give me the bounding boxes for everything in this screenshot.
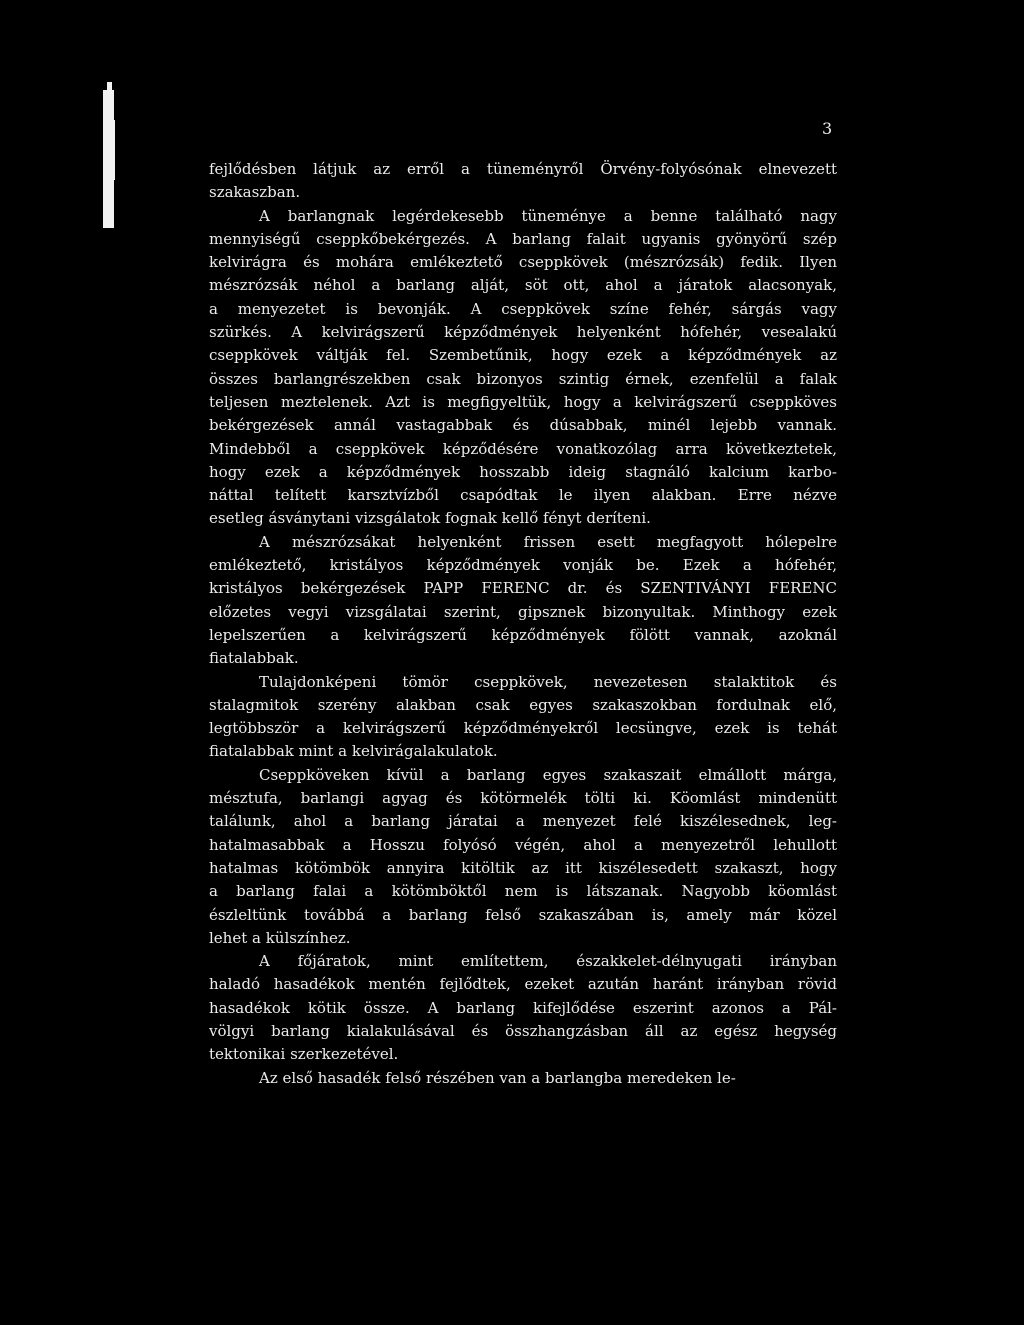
text-line: A mészrózsákat helyenként frissen esett megfagyott hólepelre <box>259 532 837 551</box>
text-line: legtöbbször a kelvirágszerű képződményekről lecsüngve, ezek is tehát <box>209 719 837 738</box>
text-line: szürkés. A kelvirágszerű képződmények helyenként hófehér, vesealakú <box>209 323 837 342</box>
text-line: a menyezetet is bevonják. A cseppkövek színe fehér, sárgás vagy <box>209 299 837 318</box>
text-line: szakaszban. <box>209 183 301 202</box>
text-line: a barlang falai a kötömböktől nem is látszanak. Nagyobb köomlást <box>209 882 837 901</box>
text-line: kelvirágra és mohára emlékeztető cseppkövek (mészrózsák) fedik. Ilyen <box>209 253 837 272</box>
text-line: Mindebből a cseppkövek képződésére vonatkozólag arra következtetek, <box>209 439 837 458</box>
body-text <box>209 158 837 1090</box>
text-line: Az első hasadék felső részében van a barlangba meredeken le- <box>259 1068 736 1087</box>
text-line: hatalmasabbak a Hosszu folyósó végén, ahol a menyezetről lehullott <box>209 835 837 854</box>
text-line: mészrózsák néhol a barlang alját, söt ott, ahol a járatok alacsonyak, <box>209 276 837 295</box>
text-line: találunk, ahol a barlang járatai a menyezet felé kiszélesednek, leg- <box>209 812 837 831</box>
text-line: tektonikai szerkezetével. <box>209 1045 399 1064</box>
text-line: hasadékok kötik össze. A barlang kifejlődése eszerint azonos a Pál- <box>209 998 837 1017</box>
text-line: fiatalabbak mint a kelvirágalakulatok. <box>209 742 498 761</box>
text-line: esetleg ásványtani vizsgálatok fognak kellő fényt deríteni. <box>209 509 651 528</box>
page-number: 3 <box>822 119 834 138</box>
text-line: Cseppköveken kívül a barlang egyes szakaszait elmállott márga, <box>259 765 837 784</box>
binding-edge-nub <box>112 120 115 180</box>
text-line: náttal telített karsztvízből csapódtak le ilyen alakban. Erre nézve <box>209 486 837 505</box>
text-line: lehet a külszínhez. <box>209 928 351 947</box>
text-line: kristályos bekérgezések PAPP FERENC dr. és SZENTIVÁNYI FERENC <box>209 579 837 598</box>
text-line: mennyiségű cseppkőbekérgezés. A barlang falait ugyanis gyönyörű szép <box>209 229 837 248</box>
text-line: völgyi barlang kialakulásával és összhangzásban áll az egész hegység <box>209 1021 837 1040</box>
text-line: bekérgezések annál vastagabbak és dúsabbak, minél lejebb vannak. <box>209 416 837 435</box>
text-line: A főjáratok, mint említettem, északkelet-délnyugati irányban <box>259 952 837 971</box>
text-line: összes barlangrészekben csak bizonyos szintig érnek, ezenfelül a falak <box>209 369 837 388</box>
text-line: Tulajdonképeni tömör cseppkövek, nevezetesen stalaktitok és <box>259 672 837 691</box>
text-line: hogy ezek a képződmények hosszabb ideig stagnáló kalcium karbo- <box>209 462 837 481</box>
text-line: cseppkövek váltják fel. Szembetűnik, hogy ezek a képződmények az <box>209 346 837 365</box>
text-line: haladó hasadékok mentén fejlődtek, ezeket azután haránt irányban rövid <box>209 975 837 994</box>
text-line: emlékeztető, kristályos képződmények vonják be. Ezek a hófehér, <box>209 556 837 575</box>
text-line: A barlangnak legérdekesebb tüneménye a benne található nagy <box>259 206 837 225</box>
text-line: fejlődésben látjuk az erről a tüneményről Örvény-folyósónak elnevezett <box>209 160 837 178</box>
text-line: teljesen meztelenek. Azt is megfigyeltük, hogy a kelvirágszerű cseppköves <box>209 392 837 411</box>
text-line: fiatalabbak. <box>209 649 299 668</box>
text-line: észleltünk továbbá a barlang felső szakaszában is, amely már közel <box>209 905 837 924</box>
text-line: hatalmas kötömbök annyira kitöltik az itt kiszélesedett szakaszt, hogy <box>209 858 837 877</box>
text-line: lepelszerűen a kelvirágszerű képződmények fölött vannak, azoknál <box>209 625 837 644</box>
text-line: stalagmitok szerény alakban csak egyes szakaszokban fordulnak elő, <box>209 695 837 714</box>
text-line: mésztufa, barlangi agyag és kötörmelék tölti ki. Köomlást mindenütt <box>209 789 837 808</box>
text-line: előzetes vegyi vizsgálatai szerint, gipsznek bizonyultak. Minthogy ezek <box>209 602 837 621</box>
